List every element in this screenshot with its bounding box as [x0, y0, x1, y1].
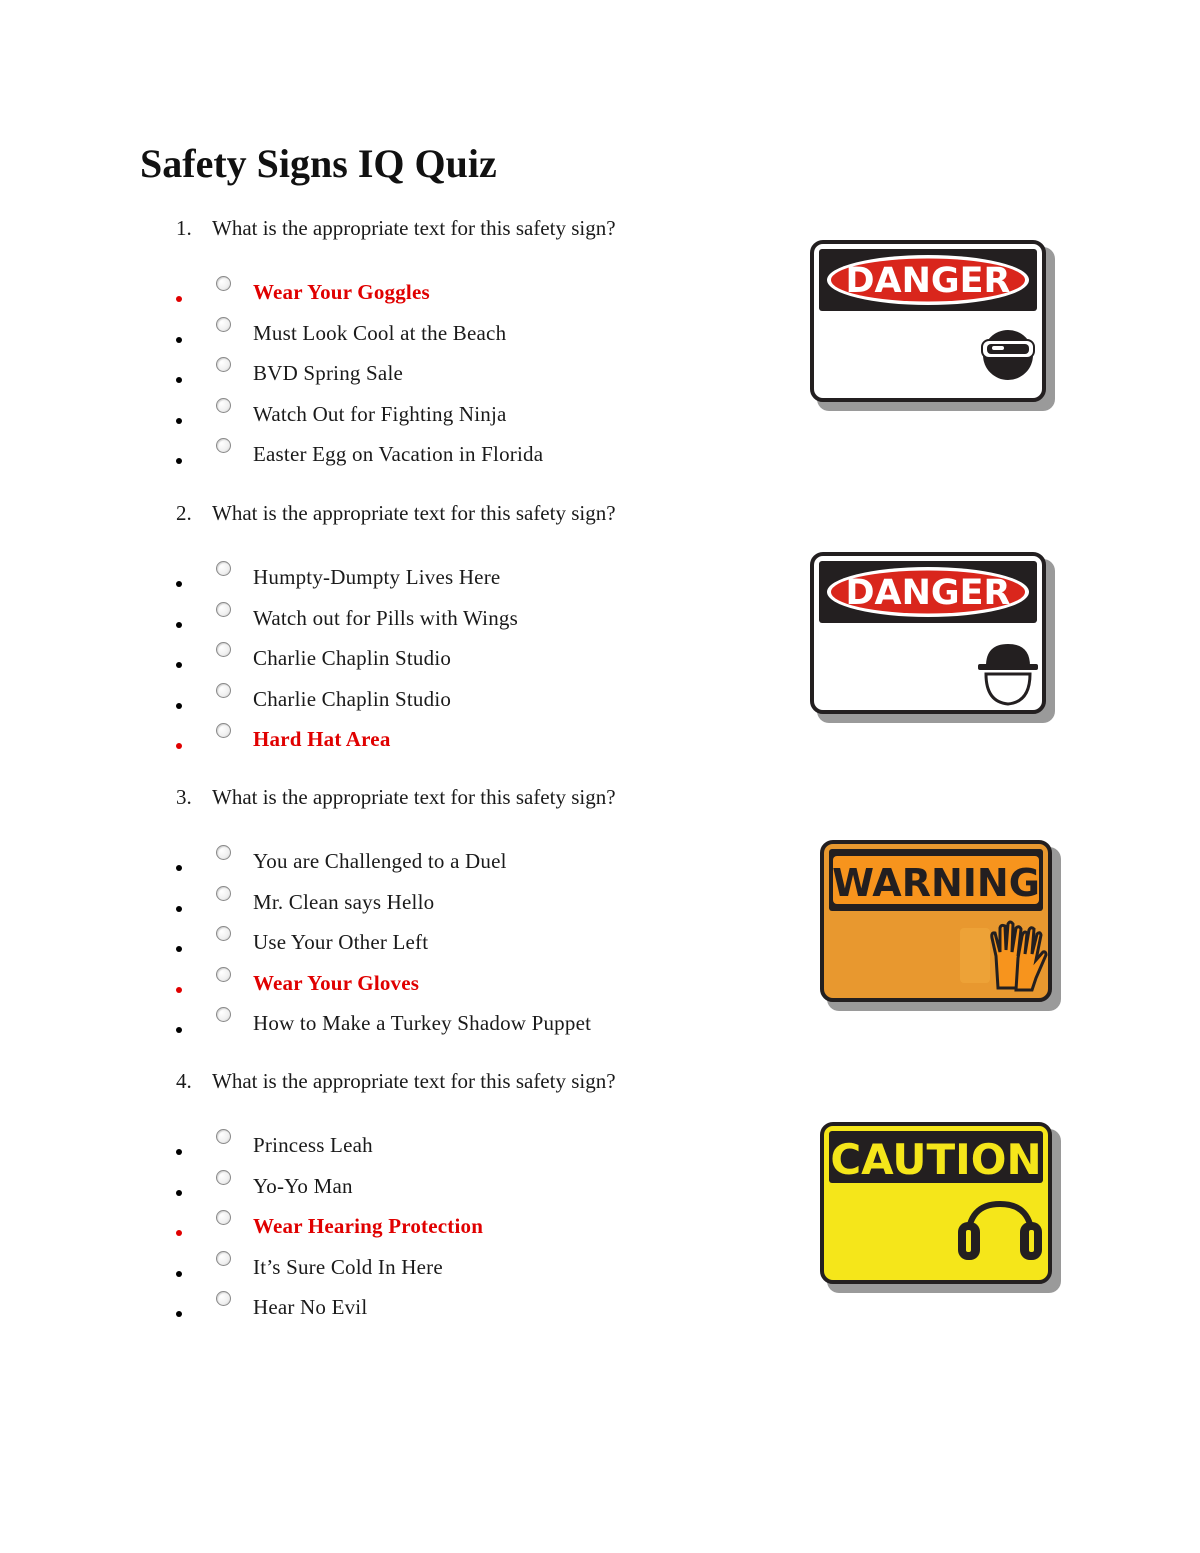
question-prompt: What is the appropriate text for this safety sign? — [212, 216, 616, 240]
question-prompt: What is the appropriate text for this safety sign? — [212, 1069, 616, 1093]
answer-option[interactable] — [176, 315, 776, 356]
bullet-icon — [176, 622, 182, 628]
bullet-icon — [176, 1271, 182, 1277]
radio-button[interactable] — [216, 683, 231, 698]
answer-label: Wear Your Gloves — [253, 970, 420, 995]
answer-label: Hear No Evil — [253, 1295, 368, 1319]
answer-list — [176, 843, 776, 1046]
answer-option[interactable] — [176, 436, 776, 477]
radio-button[interactable] — [216, 926, 231, 941]
radio-button[interactable] — [216, 642, 231, 657]
bullet-icon — [176, 1190, 182, 1196]
answer-label: Watch Out for Fighting Ninja — [253, 401, 507, 426]
question-text — [176, 499, 776, 527]
answer-label: Mr. Clean says Hello — [253, 889, 435, 914]
question-text — [176, 783, 776, 811]
bullet-icon — [176, 1027, 182, 1033]
answer-option[interactable] — [176, 843, 776, 884]
bullet-icon — [176, 581, 182, 587]
bullet-icon — [176, 458, 182, 464]
bullet-icon — [176, 987, 182, 993]
answer-list — [176, 559, 776, 762]
bullet-icon — [176, 906, 182, 912]
page-title: Safety Signs IQ Quiz — [140, 141, 497, 186]
answer-label: You are Challenged to a Duel — [253, 849, 507, 873]
bullet-icon — [176, 296, 182, 302]
question-prompt: What is the appropriate text for this safety sign? — [212, 501, 616, 525]
bullet-icon — [176, 662, 182, 668]
danger-hard-hat-sign — [810, 552, 1060, 727]
answer-label: Use Your Other Left — [253, 930, 429, 954]
answer-option[interactable] — [176, 640, 776, 681]
answer-label: Wear Your Goggles — [253, 280, 430, 304]
bullet-icon — [176, 337, 182, 343]
radio-button[interactable] — [216, 886, 231, 901]
answer-option[interactable] — [176, 681, 776, 722]
bullet-icon — [176, 743, 182, 749]
sign-header-text: WARNING — [832, 861, 1040, 905]
bullet-icon — [176, 703, 182, 709]
radio-button[interactable] — [216, 398, 231, 413]
answer-label: Charlie Chaplin Studio — [253, 646, 452, 670]
bullet-icon — [176, 1311, 182, 1317]
bullet-icon — [176, 418, 182, 424]
bullet-icon — [176, 865, 182, 871]
question-4 — [176, 1067, 776, 1330]
answer-option[interactable] — [176, 1289, 776, 1330]
answer-option[interactable] — [176, 600, 776, 641]
question-text — [176, 214, 776, 242]
radio-button[interactable] — [216, 317, 231, 332]
answer-label: Watch out for Pills with Wings — [253, 605, 518, 630]
answer-label: Must Look Cool at the Beach — [253, 320, 507, 345]
answer-option[interactable] — [176, 274, 776, 315]
radio-button[interactable] — [216, 1129, 231, 1144]
answer-option[interactable] — [176, 924, 776, 965]
bullet-icon — [176, 946, 182, 952]
radio-button[interactable] — [216, 1291, 231, 1306]
answer-option[interactable] — [176, 884, 776, 925]
bullet-icon — [176, 1149, 182, 1155]
answer-label: Wear Hearing Protection — [253, 1214, 484, 1238]
question-2 — [176, 499, 776, 762]
answer-label: Princess Leah — [253, 1133, 373, 1157]
radio-button[interactable] — [216, 561, 231, 576]
answer-option[interactable] — [176, 1168, 776, 1209]
radio-button[interactable] — [216, 1007, 231, 1022]
answer-option[interactable] — [176, 1208, 776, 1249]
question-text — [176, 1067, 776, 1095]
answer-label: Yo-Yo Man — [253, 1173, 353, 1198]
warning-gloves-sign — [820, 840, 1065, 1015]
radio-button[interactable] — [216, 1170, 231, 1185]
answer-option[interactable] — [176, 721, 776, 762]
bullet-icon — [176, 1230, 182, 1236]
danger-goggles-sign — [810, 240, 1060, 415]
caution-hearing-sign — [820, 1122, 1065, 1297]
answer-label: Humpty-Dumpty Lives Here — [253, 565, 501, 589]
question-number: 1. — [176, 216, 192, 240]
answer-option[interactable] — [176, 559, 776, 600]
answer-option[interactable] — [176, 1127, 776, 1168]
bullet-icon — [176, 377, 182, 383]
gloves-icon — [960, 922, 1046, 990]
question-number: 2. — [176, 501, 192, 525]
question-number: 4. — [176, 1069, 192, 1093]
question-3 — [176, 783, 776, 1046]
radio-button[interactable] — [216, 438, 231, 453]
answer-label: Easter Egg on Vacation in Florida — [253, 442, 544, 466]
answer-option[interactable] — [176, 965, 776, 1006]
answer-list — [176, 1127, 776, 1330]
answer-label: How to Make a Turkey Shadow Puppet — [253, 1011, 592, 1035]
answer-list — [176, 274, 776, 477]
sign-header-text: DANGER — [845, 261, 1011, 301]
radio-button[interactable] — [216, 1210, 231, 1225]
answer-option[interactable] — [176, 1005, 776, 1046]
answer-option[interactable] — [176, 1249, 776, 1290]
question-prompt: What is the appropriate text for this safety sign? — [212, 785, 616, 809]
answer-option[interactable] — [176, 396, 776, 437]
sign-header-text: CAUTION — [830, 1135, 1042, 1184]
radio-button[interactable] — [216, 723, 231, 738]
answer-label: Charlie Chaplin Studio — [253, 686, 452, 711]
radio-button[interactable] — [216, 276, 231, 291]
answer-option[interactable] — [176, 355, 776, 396]
answer-label: It’s Sure Cold In Here — [253, 1254, 443, 1279]
sign-header-text: DANGER — [845, 573, 1011, 613]
question-1 — [176, 214, 776, 477]
radio-button[interactable] — [216, 1251, 231, 1266]
radio-button[interactable] — [216, 845, 231, 860]
answer-label: Hard Hat Area — [253, 727, 391, 751]
radio-button[interactable] — [216, 602, 231, 617]
radio-button[interactable] — [216, 357, 231, 372]
radio-button[interactable] — [216, 967, 231, 982]
answer-label: BVD Spring Sale — [253, 361, 403, 385]
question-number: 3. — [176, 785, 192, 809]
